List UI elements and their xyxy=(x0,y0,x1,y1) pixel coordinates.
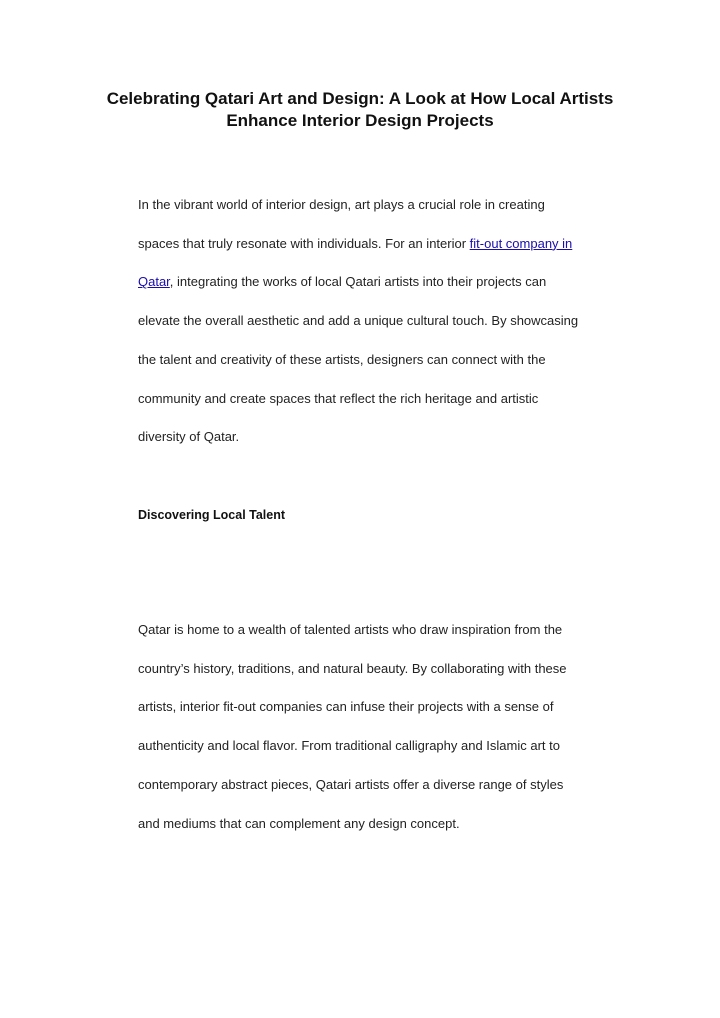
intro-text-before-link: In the vibrant world of interior design, art plays a crucial role in creating spaces that truly resonate with individuals. For an interior xyxy=(138,197,545,251)
section-heading: Discovering Local Talent xyxy=(138,508,286,522)
section-paragraph: Qatar is home to a wealth of talented artists who draw inspiration from the country’s history, traditions, and natural beauty. By collaborating with these artists, interior fit-out companies can infuse their projects with a sense of authenticity and local flavor. From traditional calligraphy and Islamic art to contemporary abstract pieces, Qatari artists offer a diverse range of styles and mediums that can complement any design concept. xyxy=(138,622,567,831)
intro-text-after-link: , integrating the works of local Qatari artists into their projects can elevate the overall aesthetic and add a unique cultural touch. By showcasing the talent and creativity of these artists, designers can connect with the community and create spaces that reflect the rich heritage and artistic diversity of Qatar. xyxy=(138,274,579,445)
intro-paragraph xyxy=(138,186,588,457)
document-title: Celebrating Qatari Art and Design: A Look at How Local Artists Enhance Interior Design Projects xyxy=(106,89,614,130)
fit-out-company-link[interactable]: fit-out company in Qatar xyxy=(138,235,573,290)
